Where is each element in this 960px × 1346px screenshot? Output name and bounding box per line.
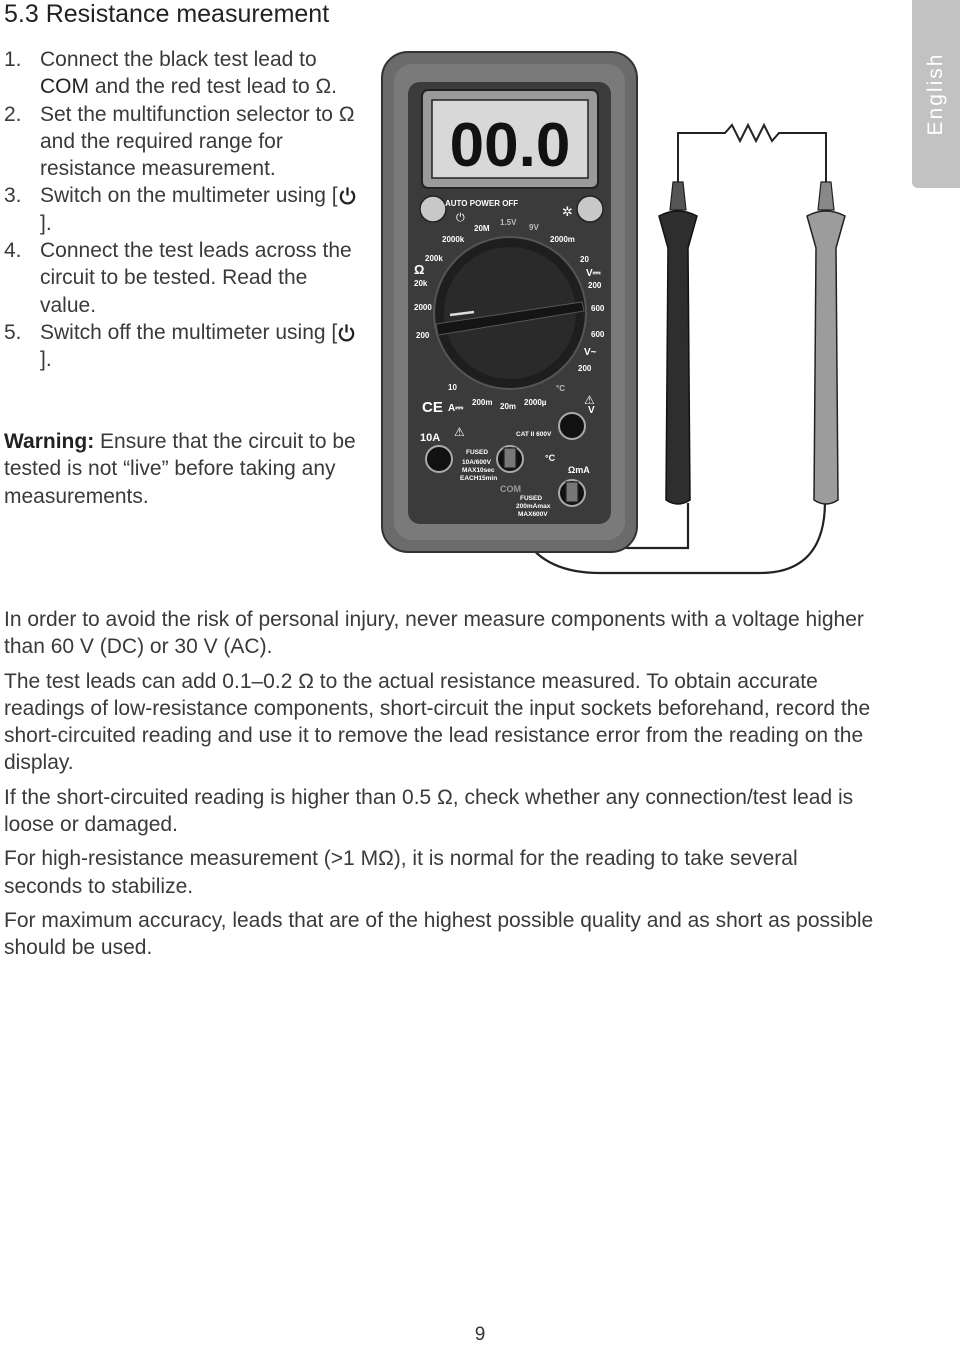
range-label: 20m <box>500 402 517 411</box>
step-text: and the red test lead to Ω. <box>89 75 338 99</box>
step-number: 3. <box>4 184 22 208</box>
auto-power-off-label: AUTO POWER OFF <box>445 199 519 208</box>
resistor-circuit <box>678 125 826 182</box>
range-label: 200k <box>425 254 443 263</box>
range-label: 10 <box>448 383 457 392</box>
step-number: 4. <box>4 239 22 263</box>
range-label: 200 <box>588 281 602 290</box>
step-text: Connect the black test lead to <box>40 48 317 71</box>
backlight-button[interactable] <box>577 196 603 222</box>
step-item <box>4 182 364 237</box>
range-label: 200 <box>416 331 430 340</box>
black-plug <box>504 448 516 468</box>
step-text: Switch off the multimeter using [ <box>40 320 338 344</box>
range-label: 200m <box>472 398 493 407</box>
fuse-rating: MAX600V <box>518 511 548 518</box>
fuse-rating: 200mAmax <box>516 503 551 510</box>
step-text: Switch on the multimeter using [ <box>40 184 338 208</box>
range-label: 2000µ <box>524 398 547 407</box>
com-terminal-label: COM <box>500 484 521 494</box>
warning-triangle-icon: ⚠ <box>454 425 465 439</box>
power-symbol: ⏻ <box>456 212 465 224</box>
range-label: 2000 <box>414 303 432 312</box>
ce-mark: CE <box>422 399 443 416</box>
cat-rating: CAT II 600V <box>516 431 552 438</box>
range-label: 200 <box>578 364 592 373</box>
step-item <box>4 319 364 374</box>
step-item <box>4 101 364 183</box>
fused-label: FUSED <box>466 449 489 456</box>
range-label: 1.5V <box>500 218 517 227</box>
fuse-rating: MAX10sec <box>462 467 495 474</box>
section-heading: 5.3 Resistance measurement <box>4 0 330 28</box>
terminal-10a-label: 10A <box>420 432 441 444</box>
range-label: 20M <box>474 224 490 233</box>
step-item <box>4 237 364 319</box>
range-label: 2000m <box>550 235 575 244</box>
warning-note <box>4 428 364 510</box>
range-label: V⎓ <box>586 268 601 279</box>
multimeter-illustration <box>370 48 860 578</box>
range-label: Ω <box>414 262 425 277</box>
degc-label: °C <box>545 453 556 463</box>
range-label: 600 <box>591 330 605 339</box>
fused-label: FUSED <box>520 495 543 502</box>
paragraph: If the short-circuited reading is higher than 0.5 Ω, check whether any connection/test lead is loose or damaged. <box>4 785 854 837</box>
range-label: 20 <box>580 255 589 264</box>
terminal-10a-jack <box>426 446 452 472</box>
step-text: ]. <box>40 348 52 372</box>
warning-label: Warning: <box>4 430 95 453</box>
instruction-steps <box>4 46 364 374</box>
terminal-v-jack <box>559 413 585 439</box>
red-plug <box>566 482 578 502</box>
paragraph: In order to avoid the risk of personal injury, never measure components with a voltage higher than 60 V (DC) or 30 V (AC). <box>4 608 864 659</box>
black-probe <box>807 182 845 504</box>
step-number: 1. <box>4 48 22 71</box>
resistor-symbol <box>678 125 826 160</box>
power-button[interactable] <box>420 196 446 222</box>
range-label: V~ <box>584 347 597 358</box>
paragraph: The test leads can add 0.1–0.2 Ω to the actual resistance measured. To obtain accurate readings of low-resistance components, short-circuit the input sockets beforehand, record the short-circuited reading and use it to remove the lead resistance error from the reading on the display. <box>4 669 871 775</box>
step-text: Set the multifunction selector to Ω and the required range for resistance measurement. <box>40 102 355 181</box>
lcd-reading: 00.0 <box>449 111 571 180</box>
body-text <box>4 606 874 969</box>
range-label: °C <box>556 384 565 393</box>
range-label: 600 <box>591 304 605 313</box>
step-text: Connect the test leads across the circuit to be tested. Read the value. <box>40 239 352 317</box>
range-label: V <box>588 405 595 416</box>
warning-triangle-icon: ⚠ <box>584 393 595 407</box>
range-label: 20k <box>414 279 428 288</box>
step-number: 5. <box>4 320 22 344</box>
com-label: COM <box>40 75 89 99</box>
ohma-label: ΩmA <box>568 465 590 475</box>
step-text: ]. <box>40 211 52 235</box>
range-label: A⎓ <box>448 403 464 414</box>
power-icon <box>338 186 357 205</box>
red-probe <box>659 182 697 504</box>
backlight-icon: ✲ <box>562 204 573 219</box>
power-icon <box>337 323 356 342</box>
range-label: 9V <box>529 223 539 232</box>
range-label: 2000k <box>442 235 465 244</box>
fuse-rating: EACH15min <box>460 475 498 482</box>
warning-text: Ensure that the circuit to be tested is not “live” before taking any measurements. <box>4 430 356 508</box>
language-label: English <box>924 52 947 136</box>
language-tab <box>912 0 960 188</box>
fuse-rating: 10A/600V <box>462 459 491 466</box>
step-number: 2. <box>4 102 22 126</box>
paragraph: For maximum accuracy, leads that are of the highest possible quality and as short as possible should be used. <box>4 908 874 960</box>
paragraph: For high-resistance measurement (>1 MΩ), it is normal for the reading to take several seconds to stabilize. <box>4 847 798 898</box>
page-number: 9 <box>474 1324 486 1345</box>
step-item <box>4 46 364 101</box>
